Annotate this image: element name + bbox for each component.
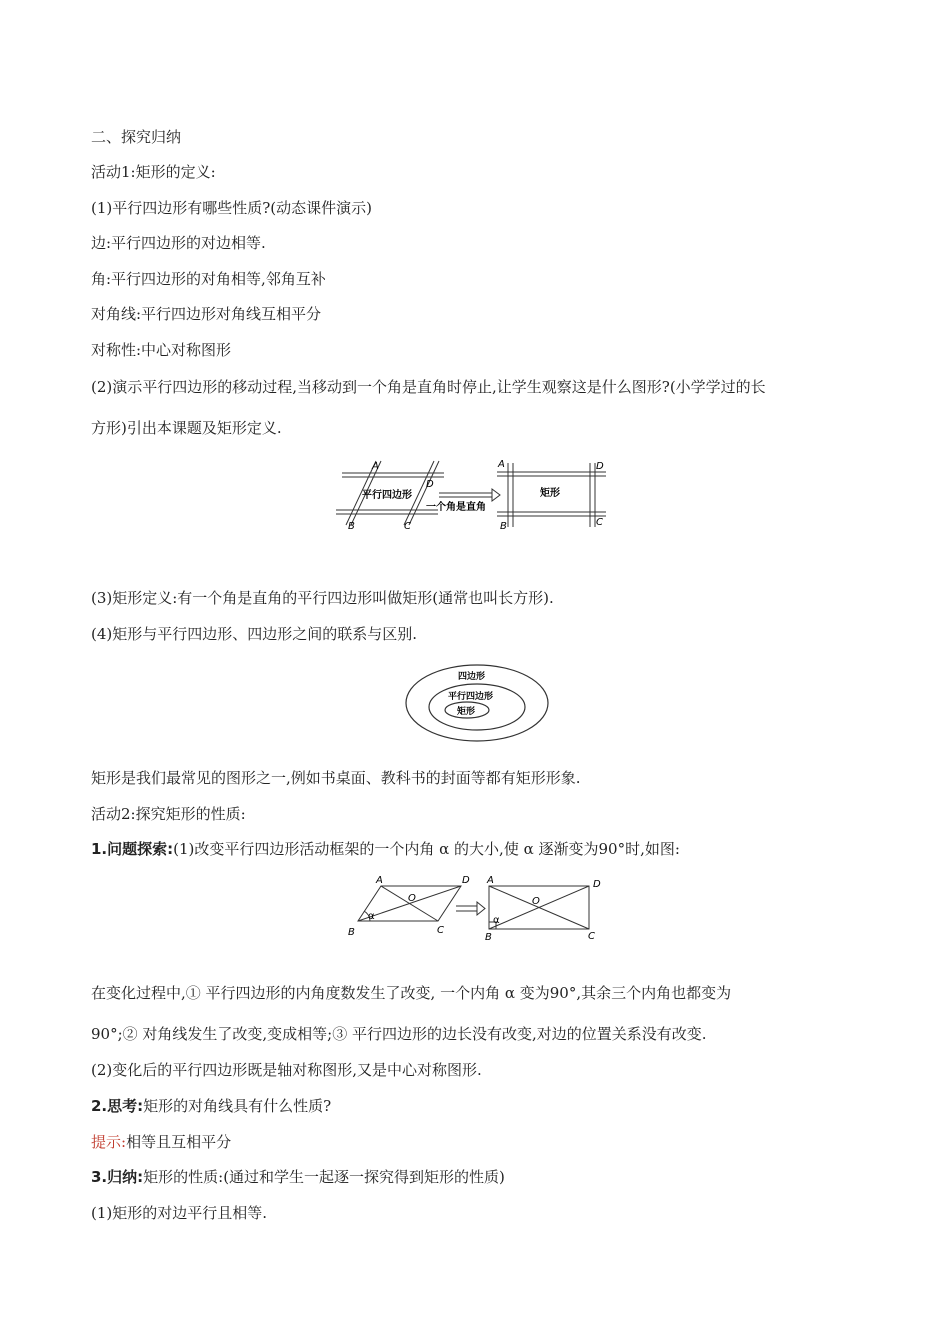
section-heading: 二、探究归纳 [91, 128, 182, 146]
fig1-label-D1: D [426, 479, 434, 490]
hint-text: 相等且互相平分 [126, 1133, 232, 1151]
text-line: 在变化过程中,① 平行四边形的内角度数发生了改变, 一个内角 α 变为90°,其余三个内角也都变为 [91, 984, 732, 1002]
text-line: 对称性:中心对称图形 [91, 341, 232, 359]
fig2-rectangle-label: 矩形 [457, 707, 476, 717]
fig2-parallelogram-label: 平行四边形 [448, 692, 494, 702]
fig3-label-C2: C [588, 931, 595, 941]
summary-line [91, 1167, 505, 1187]
fig1-label-C1: C [404, 521, 411, 532]
fig3-label-alpha2: α [493, 915, 500, 926]
activity-1-title: 活动1:矩形的定义: [91, 163, 216, 181]
parallelogram-to-rectangle-figure [334, 455, 614, 533]
fig1-parallelogram-label: 平行四边形 [362, 490, 412, 501]
think-text: 矩形的对角线具有什么性质? [143, 1097, 332, 1115]
fig3-label-A1: A [376, 875, 383, 886]
text-line: (1)平行四边形有哪些性质?(动态课件演示) [91, 199, 372, 217]
text-line: 角:平行四边形的对角相等,邻角互补 [91, 270, 326, 288]
rectangle-definition: (3)矩形定义:有一个角是直角的平行四边形叫做矩形(通常也叫长方形). [91, 589, 554, 607]
set-relationship-figure [404, 663, 550, 743]
fig1-label-C2: C [596, 517, 603, 528]
fig3-label-A2: A [487, 875, 494, 886]
question-explore-line [91, 839, 680, 859]
activity-2-title: 活动2:探究矩形的性质: [91, 805, 246, 823]
fig1-label-B1: B [348, 521, 355, 532]
question-explore-text: (1)改变平行四边形活动框架的一个内角 α 的大小,使 α 逐渐变为90°时,如图: [173, 840, 680, 858]
hint-label: 提示: [91, 1133, 127, 1151]
text-line: 对角线:平行四边形对角线互相平分 [91, 305, 322, 323]
text-line: 90°;② 对角线发生了改变,变成相等;③ 平行四边形的边长没有改变,对边的位置关系没有改变. [91, 1025, 707, 1043]
summary-label: 3.归纳: [91, 1168, 144, 1186]
text-line: (2)演示平行四边形的移动过程,当移动到一个角是直角时停止,让学生观察这是什么图形?(小学学过的长 [91, 378, 766, 396]
fig1-arrow-label: 一个角是直角 [426, 502, 486, 513]
text-line: 方形)引出本课题及矩形定义. [91, 419, 282, 437]
fig3-label-B1: B [348, 927, 355, 938]
fig3-label-C1: C [437, 925, 444, 936]
text-line: (4)矩形与平行四边形、四边形之间的联系与区别. [91, 625, 418, 643]
fig3-label-O2: O [532, 896, 540, 907]
think-line [91, 1096, 331, 1116]
angle-change-figure [344, 873, 606, 941]
fig2-quadrilateral-label: 四边形 [458, 672, 486, 682]
fig3-label-B2: B [485, 932, 492, 941]
summary-text: 矩形的性质:(通过和学生一起逐一探究得到矩形的性质) [143, 1168, 505, 1186]
text-line: 边:平行四边形的对边相等. [91, 234, 266, 252]
fig3-label-D1: D [462, 875, 470, 886]
fig1-label-A1: A [372, 461, 379, 472]
hint-line [91, 1132, 231, 1152]
fig3-label-O1: O [408, 893, 416, 904]
fig1-label-D2: D [596, 461, 604, 472]
text-line: 矩形是我们最常见的图形之一,例如书桌面、教科书的封面等都有矩形形象. [91, 769, 581, 787]
question-explore-label: 1.问题探索: [91, 840, 174, 858]
think-label: 2.思考: [91, 1097, 144, 1115]
fig1-rectangle-label: 矩形 [540, 488, 560, 499]
fig1-label-B2: B [500, 521, 507, 532]
fig3-label-D2: D [593, 879, 601, 890]
text-line: (1)矩形的对边平行且相等. [91, 1204, 268, 1222]
text-line: (2)变化后的平行四边形既是轴对称图形,又是中心对称图形. [91, 1061, 482, 1079]
fig1-label-A2: A [498, 459, 505, 470]
fig3-label-alpha1: α [368, 911, 375, 922]
